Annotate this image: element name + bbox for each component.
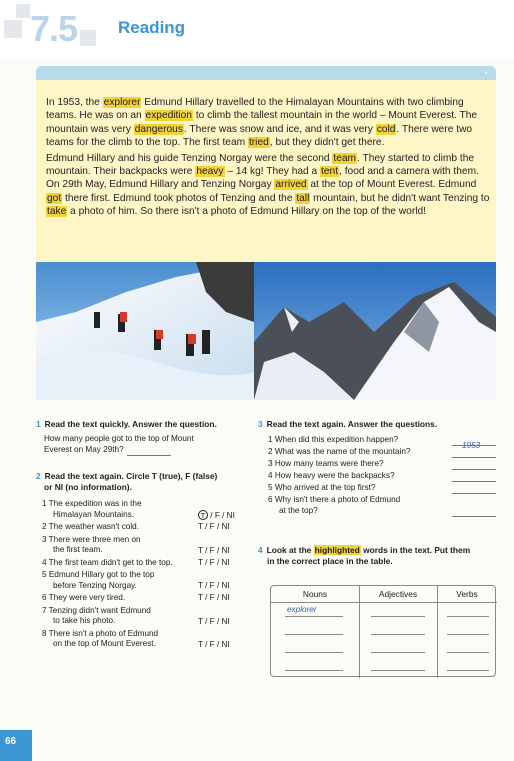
- reading-paragraph-2: [46, 152, 490, 219]
- deco-square: [4, 20, 22, 38]
- tf-item: [42, 558, 173, 569]
- item-text: to take his photo.: [53, 616, 116, 626]
- tf-item: [42, 570, 154, 591]
- exercise-number: 3: [258, 419, 263, 429]
- text-box-strip: [36, 66, 496, 80]
- answer-field[interactable]: [452, 506, 496, 517]
- header-verbs: Verbs: [456, 589, 478, 599]
- question-item: [268, 435, 398, 446]
- tf-item: [42, 606, 151, 627]
- answer-field[interactable]: [452, 471, 496, 482]
- page-number-tab: [0, 730, 32, 761]
- table-answer-line[interactable]: [285, 652, 343, 653]
- table-answer-line[interactable]: [285, 616, 343, 617]
- highlighted-word: tent: [321, 166, 339, 178]
- tf-item: [42, 593, 125, 604]
- item-text: 2 The weather wasn't cold.: [42, 522, 139, 531]
- table-answer-line[interactable]: [447, 634, 489, 635]
- reading-text-box: [36, 66, 496, 262]
- table-answer-line[interactable]: [285, 670, 343, 671]
- question-text: 5 Who arrived at the top first?: [268, 483, 376, 492]
- instruction-text: Read the text quickly. Answer the question.: [44, 419, 217, 429]
- text-run: . They started to climb the mountain. Their backpacks were: [46, 152, 475, 178]
- tf-options[interactable]: T / F / NI: [198, 639, 230, 649]
- text-run: , but they didn't get there.: [269, 137, 385, 149]
- item-text: on the top of Mount Everest.: [53, 639, 156, 649]
- question-item: [268, 459, 384, 470]
- page-number: 66: [5, 736, 17, 747]
- answer-field[interactable]: [452, 435, 496, 450]
- item-text: 5 Edmund Hillary got to the top: [42, 570, 155, 579]
- table-answer-line[interactable]: [447, 652, 489, 653]
- filled-answer: 1953: [462, 441, 481, 450]
- section-title: Reading: [118, 18, 186, 37]
- everest-photo: [254, 262, 496, 400]
- climbers-photo: [36, 262, 254, 400]
- tf-options[interactable]: T / F / NI: [198, 593, 230, 602]
- exercise-3-instruction: [258, 419, 498, 430]
- item-text: 8 There isn't a photo of Edmund: [42, 628, 159, 638]
- text-run: . There were two teams for the climb to the top. The first team: [46, 123, 473, 149]
- highlighted-word: expedition: [145, 110, 192, 122]
- item-text: 3 There were three men on: [42, 534, 141, 544]
- text-run: In 1953, the: [46, 97, 103, 108]
- answer-field[interactable]: [452, 447, 496, 458]
- text-run: . There was snow and ice, and it was very: [183, 123, 376, 135]
- answer-field[interactable]: [452, 483, 496, 494]
- question-text: 6 Why isn't there a photo of Edmund: [268, 495, 401, 504]
- unit-number: 7.5: [30, 8, 78, 49]
- question-text: 4 How heavy were the backpacks?: [268, 471, 395, 480]
- table-answer-line[interactable]: [447, 670, 489, 671]
- deco-square: [16, 4, 30, 18]
- exercise-number: 1: [36, 419, 41, 429]
- instruction-text: Read the text again. Circle T (true), F (false): [44, 471, 218, 481]
- highlighted-word: cold: [376, 123, 396, 135]
- table-answer-line[interactable]: [447, 616, 489, 617]
- reading-paragraph-1: [46, 96, 490, 150]
- tf-item: [42, 499, 142, 520]
- table-answer-line[interactable]: [285, 634, 343, 635]
- tf-item: [42, 522, 139, 533]
- answer-field[interactable]: [452, 459, 496, 470]
- text-run: there first. Edmund took photos of Tenzing and the: [62, 192, 296, 204]
- question-item: [268, 447, 410, 458]
- highlighted-word: team: [333, 152, 357, 164]
- table-answer-line[interactable]: [371, 670, 425, 671]
- question-text: 1 When did this expedition happen?: [268, 435, 399, 444]
- tf-rest: / F / NI: [208, 511, 235, 520]
- text-run: Edmund Hillary travelled to the Himalayan Mountains with two climbing teams. He was on an: [46, 97, 464, 122]
- reading-text: [46, 96, 490, 221]
- column-divider: [437, 586, 438, 678]
- question-text: 3 How many teams were there?: [268, 459, 384, 468]
- example-answer: explorer: [287, 605, 317, 614]
- highlighted-word: heavy: [196, 166, 224, 178]
- question-item: [268, 483, 375, 494]
- tf-options[interactable]: T / F / NI: [198, 616, 230, 626]
- question-text: 2 What was the name of the mountain?: [268, 447, 411, 456]
- text-run: Edmund Hillary and his guide Tenzing Norgay were the second: [46, 152, 333, 164]
- item-text: 7 Tenzing didn't want Edmund: [42, 605, 151, 615]
- header-nouns: Nouns: [302, 589, 328, 599]
- exercise-1-question: [44, 434, 194, 456]
- exercise-number: 4: [258, 545, 263, 555]
- text-run: mountain, but he didn't want Tenzing to: [310, 192, 490, 204]
- tf-options[interactable]: T / F / NI: [198, 581, 230, 590]
- item-text: 6 They were very tired.: [42, 593, 126, 602]
- column-divider: [359, 586, 360, 678]
- instruction-highlight: highlighted: [314, 545, 360, 555]
- item-text: Himalayan Mountains.: [53, 509, 135, 519]
- question-line: How many people got to the top of Mount: [44, 434, 194, 443]
- header-bar: [0, 0, 514, 58]
- table-answer-line[interactable]: [371, 616, 425, 617]
- item-text: the first team.: [53, 545, 103, 555]
- tf-options[interactable]: T / F / NI: [198, 545, 230, 555]
- text-run: – 14 kg! They had a: [224, 166, 321, 178]
- table-answer-line[interactable]: [371, 634, 425, 635]
- highlighted-word: explorer: [103, 97, 141, 108]
- instruction-text: Read the text again. Answer the questions.: [266, 419, 438, 429]
- instruction-text: words in the text. Put them: [363, 545, 471, 555]
- instruction-text: Look at the: [266, 545, 312, 555]
- tf-item: [42, 629, 158, 650]
- tf-item: [42, 535, 141, 556]
- audio-icon: ◔: [482, 68, 488, 78]
- answer-field[interactable]: [127, 445, 171, 456]
- highlighted-word: dangerous: [134, 123, 183, 135]
- tf-options[interactable]: T / F / NI: [198, 522, 230, 531]
- exercise-2-instruction: [36, 471, 256, 493]
- instruction-text: or NI (no information).: [44, 482, 132, 492]
- tf-options[interactable]: T / F / NI: [198, 557, 230, 567]
- item-text: 4 The first team didn't get to the top.: [42, 557, 173, 567]
- item-text: 1 The expedition was in the: [42, 499, 142, 508]
- highlighted-word: arrived: [275, 179, 307, 191]
- highlighted-word: tall: [296, 192, 310, 204]
- highlighted-word: got: [47, 192, 62, 204]
- deco-square: [80, 30, 96, 46]
- instruction-text: in the correct place in the table.: [267, 556, 393, 566]
- exercise-1-instruction: [36, 419, 256, 430]
- text-run: , food and a camera with them. On 29th May, Edmund Hillary and Tenzing Norgay: [46, 166, 479, 191]
- word-table: [270, 585, 496, 677]
- question-item: [268, 471, 395, 482]
- item-text: before Tenzing Norgay.: [53, 580, 137, 590]
- exercise-4-instruction: [258, 545, 498, 567]
- table-answer-line[interactable]: [371, 652, 425, 653]
- question-item: [268, 495, 400, 516]
- header-adjectives: Adjectives: [378, 589, 418, 599]
- highlighted-word: tried: [248, 137, 269, 149]
- text-run: to climb the tallest mountain in the world – Mount Everest. The mountain was very: [46, 110, 478, 135]
- text-run: at the top of Mount Everest. Edmund: [307, 179, 477, 191]
- question-line: Everest on May 29th?: [44, 445, 124, 454]
- question-text: at the top?: [279, 505, 318, 515]
- text-run: a photo of him. So there isn't a photo of Edmund Hillary on the top of the world!: [67, 206, 426, 218]
- circled-answer: T: [198, 510, 208, 520]
- exercise-number: 2: [36, 471, 41, 481]
- highlighted-word: take: [47, 206, 67, 218]
- tf-options[interactable]: [198, 510, 235, 520]
